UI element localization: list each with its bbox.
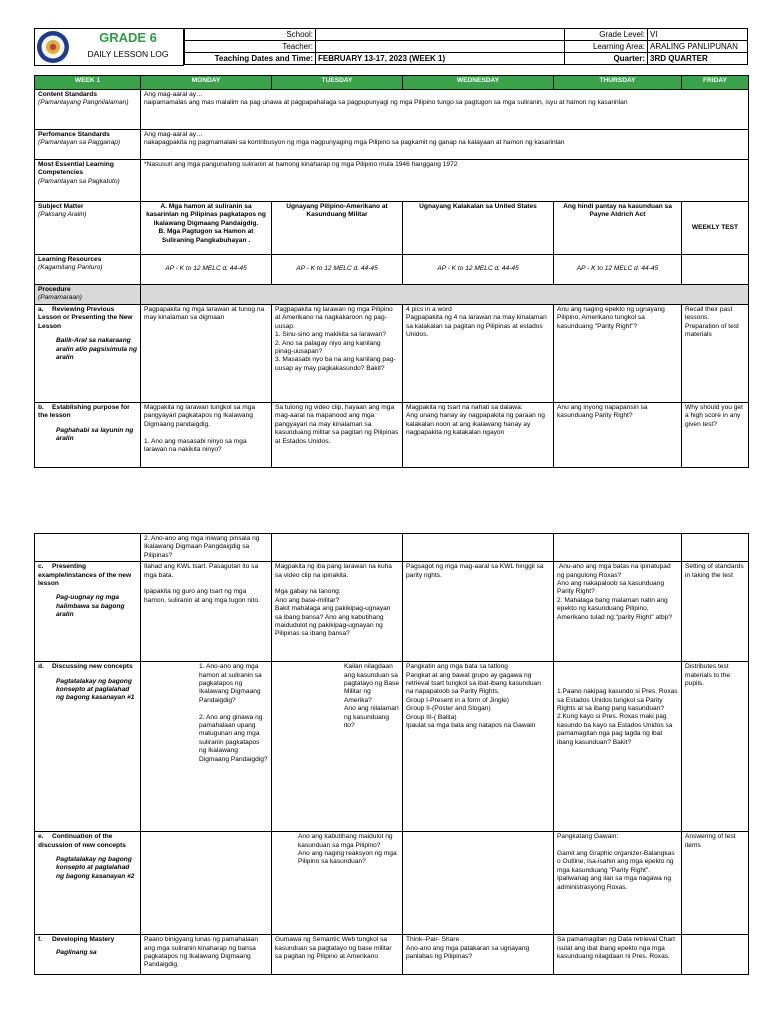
subject-matter-row <box>35 202 749 255</box>
row-f-mon: Paano binigyang lunas ng pamahalaan ang mga suliranin kinaharap ng bansa pagkatapos ng Ikalawang Digmaang Pandaigdig. <box>141 935 272 975</box>
content-standards-sublabel: (Pamantayang Pangnilalaman) <box>38 99 129 107</box>
row-e <box>35 832 749 935</box>
header-info-table <box>184 28 748 65</box>
subject-matter-label: Subject Matter <box>38 203 84 210</box>
row-b <box>35 403 749 468</box>
row-f-tue: Gumawa ng Semantic Web tungkol sa kasunduan sa pagtatayo ng base militar sa pagitan ng Pilipino at Amerikano <box>272 935 403 975</box>
dates-label: Teaching Dates and Time: <box>185 53 316 65</box>
resources-tue: AP - K to 12 MELC d. 44-45 <box>272 255 403 285</box>
subject-matter-fri: WEEKLY TEST <box>682 202 749 255</box>
row-c-mon: Ilahad ang KWL tsart. Pasagutan ito sa mga bata. Ipapakita ng guro ang tsart ng mga hamon, suliranin at ang mga tugon nito. <box>141 562 272 662</box>
row-a-label: Reviewing Previous Lesson or Presenting the New Lesson <box>38 306 133 330</box>
procedure-row <box>35 285 749 305</box>
lesson-table-page-1 <box>34 75 749 468</box>
subject-matter-tue: Ugnayang Pilipino-Amerikano at Kasunduang Militar <box>272 202 403 255</box>
row-c-tue: Magpakita ng iba pang larawan na kuha sa video clip na ipinakita. Mga gabay na tanong: Ano ang base-militar? Bakit mahalaga ang pakikipag-ugnayan sa ibang bansa? Ano ang kabutihang maidudulot ng pakikipag-ugnayan ng Pilipinas sa ibang bansa? <box>272 562 403 662</box>
row-d-sublabel: Pagtatalakay ng bagong konsepto at paglalahad ng bagong kasanayan #1 <box>56 677 135 702</box>
col-friday: FRIDAY <box>682 76 749 90</box>
row-e-thu: Pangkatang Gawain: Gamit ang Graphic organizer-Balangkas o Outline, Isa-isahin ang mga epekto ng mga kasunduang "Parity Right". Ipaliwanag ang ilan sa mga nagawa ng administrasyong Roxas. <box>554 832 682 935</box>
row-a-fri: Recall their past lessons. Preparation of test materials <box>682 305 749 403</box>
row-a <box>35 305 749 403</box>
row-c-fri: Setting of standards in taking the test <box>682 562 749 662</box>
teacher-label: Teacher: <box>185 41 316 53</box>
row-b-cont-thu <box>554 534 682 562</box>
subject-matter-mon: A. Mga hamon at suliranin sa kasarinlan ng Pilipinas pagkatapos ng Ikalawang Digmaang Pandaigdig. B. Mga Pagtugon sa Hamon at Suliraning Pangkabuhayan . <box>141 202 272 255</box>
procedure-band <box>141 285 749 305</box>
lesson-table-page-2 <box>34 533 749 975</box>
grade-level-value: VI <box>648 29 748 41</box>
learning-resources-row <box>35 255 749 285</box>
resources-thu: AP - K to 12 MELC d. 44-45 <box>554 255 682 285</box>
subject-matter-wed: Ugnayang Kalakalan sa United States <box>403 202 554 255</box>
col-monday: MONDAY <box>141 76 272 90</box>
row-b-cont-mon: 2. Ano-ano ang mga iniwang pinsala ng Ikalawang Digmaan Pangdaigdig sa Pilipinas? <box>141 534 272 562</box>
resources-mon: AP - K to 12 MELC d. 44-45 <box>141 255 272 285</box>
row-c <box>35 562 749 662</box>
row-e-sublabel: Pagtatalakay ng bagong konsepto at paglalahad ng bagong kasanayan #2 <box>56 856 135 880</box>
learning-area-label: Learning Area: <box>565 41 648 53</box>
melc-sublabel: (Pamantayan sa Pagkatuto) <box>38 177 120 185</box>
resources-wed: AP - K to 12 MELC d. 44-45 <box>403 255 554 285</box>
col-tuesday: TUESDAY <box>272 76 403 90</box>
row-f-wed: Think–Pair- Share Ano-ano ang mga patakaran sa ugnayang panlabas ng Pilipinas? <box>403 935 554 975</box>
melc-label: Most Essential Learning Competencies <box>38 161 114 177</box>
procedure-label: Procedure <box>38 286 71 293</box>
quarter-label: Quarter: <box>565 53 648 65</box>
row-d-wed: Pangkatin ang mga bata sa tatlong Pangkat at ang bawat grupo ay gagawa ng retrieval tsart tungkol sa ibat-ibang kasunduan na napapaloob sa Parity Rights. Group I-Present in a form of Jingle) Group II-(Poster and Slogan) Group III-( Balita) Ipaulat sa mga bata ang natapos na Gawain <box>403 662 554 832</box>
row-c-sublabel: Pag-uugnay ng mga halimbawa sa bagong aralin <box>56 594 125 619</box>
row-a-thu: Anu ang naging epekto ng ugnayang Pilipino, Amerikano tungkol sa kasunduang "Parity Right"? <box>554 305 682 403</box>
row-d-mon: 1. Ano-ano ang mga hamon at suliranin sa pagkatapos ng Ikalawang Digmaang Pandaigdig? 2. Ano ang ginawa ng pamahalaan upang matugunan ang mga suliranin pagkatapos ng Ikalawang Digmaang Pandaigdig? <box>141 662 272 832</box>
grade-level-label: Grade Level: <box>565 29 648 41</box>
row-a-letter: a. <box>38 306 44 313</box>
performance-standards-label: Perfomance Standards <box>38 131 110 138</box>
subject-matter-sublabel: (Paksang Aralin) <box>38 211 87 219</box>
melc-text: *Nasusuri ang mga pangunahing suliranin at hamong kinaharap ng mga Pilipino mula 1946 hanggang 1972 <box>141 160 749 202</box>
row-a-mon: Pagpapakita ng mga larawan at tunog na may kinalaman sa digmaan <box>141 305 272 403</box>
row-d-label: Discussing new concepts <box>52 663 133 671</box>
learning-resources-sublabel: (Kagamitang Panturo) <box>38 264 103 272</box>
col-week: WEEK 1 <box>35 76 141 90</box>
grade-title: GRADE 6 <box>99 30 157 45</box>
row-b-cont-tue <box>272 534 403 562</box>
row-e-label: Continuation of the discussion of new concepts <box>38 833 126 849</box>
daily-lesson-log-title: DAILY LESSON LOG <box>87 49 169 59</box>
row-b-wed: Magpakita ng tsart na nahati sa dalawa: Ang unang hanay ay nagpapakita ng paraan ng kalakalan noon at ang ikalawang hanay ay nagpapakita ng kalakalan ngayon <box>403 403 554 468</box>
row-b-cont-fri <box>682 534 749 562</box>
row-e-mon <box>141 832 272 935</box>
row-d <box>35 662 749 832</box>
row-a-sublabel: Balik-Aral sa nakaraang aralin at/o pagsisimula ng aralin <box>56 337 137 362</box>
performance-standards-text: Ang mag-aaral ay… nakapagpakita ng pagmamalaki sa kontribusyon ng mga nagpunyaging mga Pilipino sa pagkamit ng ganap na kalayaan at hamon ng kasarinlan <box>141 130 749 160</box>
row-f-letter: f. <box>38 936 43 944</box>
row-e-wed <box>403 832 554 935</box>
row-d-fri: Distributes test materials to the pupils. <box>682 662 749 832</box>
row-b-continued <box>35 534 749 562</box>
row-a-wed: 4 pics in a word Pagpapakita ng 4 na larawan na may kinalaman sa kalakalan sa pagitan ng Pilipinas at estados Unidos. <box>403 305 554 403</box>
col-wednesday: WEDNESDAY <box>403 76 554 90</box>
content-standards-row <box>35 90 749 130</box>
row-e-fri: Answering of test items <box>682 832 749 935</box>
row-b-cont-label <box>35 534 141 562</box>
row-b-mon: Magpakita ng larawan tungkol sa mga pangyayari pagkatapos ng Ikalawang Digmaang pandaigdig. 1. Ano ang masasabi ninyo sa mga larawan na nakikita ninyo? <box>141 403 272 468</box>
content-standards-text: Ang mag-aaral ay… naipamamalas ang mas malalim na pag unawa at pagpapahalaga sa pagpupunyagi ng mga Pilipino tungo sa pagtugon sa mga suliranin, isyu at hamon ng kasarinlan <box>141 90 749 130</box>
row-e-letter: e. <box>38 833 44 841</box>
row-b-tue: Sa tulong ng video clip, hayaan ang mga mag-aaral na mapanood ang mga pangyayari na may kinalaman sa kasunduang militar sa pagitan ng Pilipinas at Estados Unidos. <box>272 403 403 468</box>
dates-value: FEBRUARY 13-17, 2023 (WEEK 1) <box>316 53 565 65</box>
procedure-sublabel: (Pamamaraan) <box>38 294 82 302</box>
row-f <box>35 935 749 975</box>
teacher-value <box>316 41 565 53</box>
deped-seal-icon <box>34 28 72 66</box>
row-d-letter: d. <box>38 663 44 671</box>
melc-row <box>35 160 749 202</box>
row-b-thu: Anu ang inyong napapansin sa kasunduang Parity Right? <box>554 403 682 468</box>
school-label: School: <box>185 29 316 41</box>
performance-standards-sublabel: (Pamantayan sa Pagganap) <box>38 139 121 147</box>
row-b-label: Establishing purpose for the lesson <box>38 404 130 420</box>
row-b-cont-wed <box>403 534 554 562</box>
row-d-tue: Kailan nilagdaan ang kasunduan sa pagtatayo ng Base Militar ng Amerika? Ano ang nilalaman ng kasunduang ito? <box>272 662 403 832</box>
row-c-thu: .Anu-ano ang mga batas na ipinatupad ng pangulong Roxas? Ano ang nakapaloob sa kasunduang Parity Right? 2. Mahalaga bang malaman natin ang epekto ng kasunduang Pilipino, Amerikano tulad ng;"parity Right" atbp? <box>554 562 682 662</box>
row-f-sublabel: Paglinang sa <box>56 948 97 956</box>
row-b-sublabel: Paghahabi sa layunin ng aralin <box>56 426 134 443</box>
learning-area-value: ARALING PANLIPUNAN <box>648 41 748 53</box>
row-d-thu: 1.Paano nakipag kasundo si Pres. Roxas sa Estados Unidos tungkol sa Parity Rights at sa ibang pang kasunduan? 2.Kung kayo si Pres. Roxas maki pag kasundo ba kayo sa Estados Unidos sa pamamagitan nga pag lagda ng ibat ibang kasunduan? Bakit? <box>554 662 682 832</box>
content-standards-label: Content Standards <box>38 91 97 98</box>
row-b-letter: b. <box>38 404 44 411</box>
row-f-thu: Sa pamamagitan ng Data retrieval Chart isulat ang ibat ibang epekto nga mga kasunduang nilagdaan ni Pres. Roxas. <box>554 935 682 975</box>
subject-matter-thu: Ang hindi pantay na kasunduan sa Payne Aldrich Act <box>554 202 682 255</box>
row-c-wed: Pagsagot ng mga mag-aaral sa KWL hinggil sa parity rights. <box>403 562 554 662</box>
performance-standards-row <box>35 130 749 160</box>
row-b-fri: Why should you get a high score in any given test? <box>682 403 749 468</box>
school-value <box>316 29 565 41</box>
quarter-value: 3RD QUARTER <box>648 53 748 65</box>
resources-fri <box>682 255 749 285</box>
row-f-fri <box>682 935 749 975</box>
learning-resources-label: Learning Resources <box>38 256 102 263</box>
row-c-label: Presenting example/instances of the new lesson <box>38 563 132 588</box>
row-a-tue: Pagpapakita ng larawan ng mga Pilipino at Amerikano na nagkakaroon ng pag-uusap. 1. Sinu-sino ang makikita sa larawan? 2. Ano sa palagay niyo ang kanilang pinag-uusapan? 3. Masasabi nyo ba na ang kanilang pag-uusap ay may pagkakasundo? Bakit? <box>272 305 403 403</box>
row-e-tue: Ano ang kabutihang maidulot ng kasunduan sa mga Pilipino? Ano ang naging reaksyon ng mga Pilipino sa kasunduan? <box>272 832 403 935</box>
row-c-letter: c. <box>38 563 44 571</box>
row-f-label: Developing Mastery <box>52 936 115 944</box>
col-thursday: THURSDAY <box>554 76 682 90</box>
